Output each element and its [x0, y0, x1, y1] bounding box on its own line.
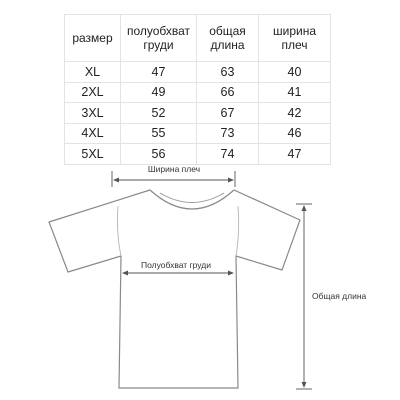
half-chest-cell: 56	[121, 144, 197, 165]
half-chest-cell: 52	[121, 103, 197, 124]
length-arrow-bottom	[302, 382, 307, 388]
size-cell: XL	[65, 62, 121, 83]
size-cell: 3XL	[65, 103, 121, 124]
length-arrow-top	[302, 205, 307, 211]
chest-label: Полуобхват груди	[141, 260, 211, 270]
length-label: Общая длина	[312, 291, 367, 301]
size-cell: 5XL	[65, 144, 121, 165]
shoulder-width-label: Ширина плеч	[147, 164, 201, 174]
shoulder-width-cell: 40	[259, 62, 331, 83]
tshirt-outline	[49, 190, 300, 388]
size-cell: 4XL	[65, 123, 121, 144]
size-cell: 2XL	[65, 82, 121, 103]
header-total-length: общая длина	[197, 15, 259, 62]
shoulder-arrow-left	[113, 178, 119, 183]
total-length-cell: 67	[197, 103, 259, 124]
half-chest-cell: 47	[121, 62, 197, 83]
header-shoulder-width: ширина плеч	[259, 15, 331, 62]
half-chest-cell: 55	[121, 123, 197, 144]
shoulder-width-cell: 42	[259, 103, 331, 124]
total-length-cell: 74	[197, 144, 259, 165]
shoulder-width-cell: 46	[259, 123, 331, 144]
shoulder-width-cell: 47	[259, 144, 331, 165]
header-half-chest: полуобхват груди	[121, 15, 197, 62]
shoulder-width-cell: 41	[259, 82, 331, 103]
header-size: размер	[65, 15, 121, 62]
total-length-cell: 66	[197, 82, 259, 103]
half-chest-cell: 49	[121, 82, 197, 103]
total-length-cell: 63	[197, 62, 259, 83]
shoulder-arrow-right	[228, 178, 234, 183]
total-length-cell: 73	[197, 123, 259, 144]
collar-line	[160, 193, 224, 203]
